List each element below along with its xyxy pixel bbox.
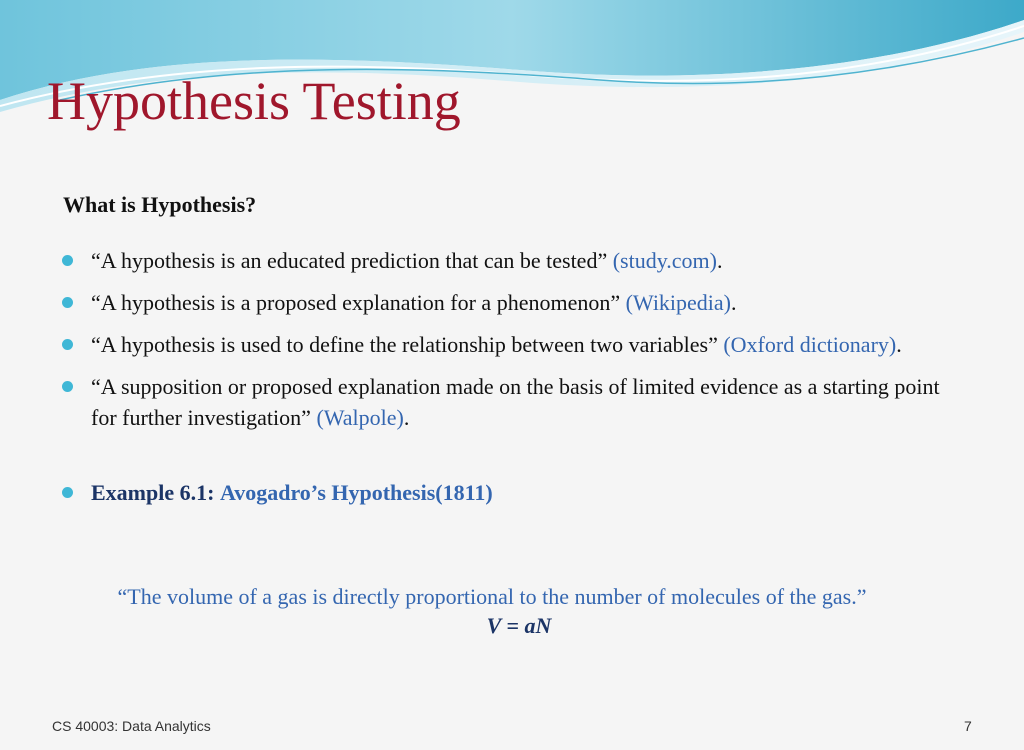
bullet-icon: [62, 339, 73, 350]
page-number: 7: [964, 718, 972, 734]
definition-end: .: [731, 290, 737, 315]
example-label: Example 6.1:: [91, 480, 215, 505]
bullet-icon: [62, 487, 73, 498]
formula: V = aN: [486, 613, 552, 638]
slide-title: Hypothesis Testing: [47, 71, 461, 131]
definition-end: .: [403, 405, 410, 430]
definition-end: .: [717, 248, 723, 273]
definition-item: [62, 245, 962, 276]
definition-source: (Walpole): [316, 405, 404, 430]
bullet-icon: [62, 381, 73, 392]
definition-end: .: [896, 332, 902, 357]
avogadro-quote: “The volume of a gas is directly proportional to the number of molecules of the gas.”: [117, 584, 867, 609]
example-item: [62, 477, 962, 508]
definition-source: (Wikipedia): [625, 290, 732, 315]
definition-item: [62, 287, 962, 318]
definition-item: [62, 371, 962, 433]
footer-course: CS 40003: Data Analytics: [52, 718, 211, 734]
bullet-icon: [62, 297, 73, 308]
definition-list: [62, 245, 962, 508]
definition-source: (study.com): [612, 248, 717, 273]
definition-text: “A hypothesis is used to define the relationship between two variables”: [91, 332, 724, 357]
bullet-icon: [62, 255, 73, 266]
section-heading: What is Hypothesis?: [63, 192, 257, 217]
definition-text: “A hypothesis is an educated prediction that can be tested”: [91, 248, 613, 273]
example-name: Avogadro’s Hypothesis(1811): [219, 480, 493, 505]
definition-text: “A hypothesis is a proposed explanation for a phenomenon”: [91, 290, 626, 315]
definition-item: [62, 329, 962, 360]
definition-text: “A supposition or proposed explanation made on the basis of limited evidence as a starting point for further investigation”: [91, 374, 940, 430]
definition-source: (Oxford dictionary): [723, 332, 897, 357]
